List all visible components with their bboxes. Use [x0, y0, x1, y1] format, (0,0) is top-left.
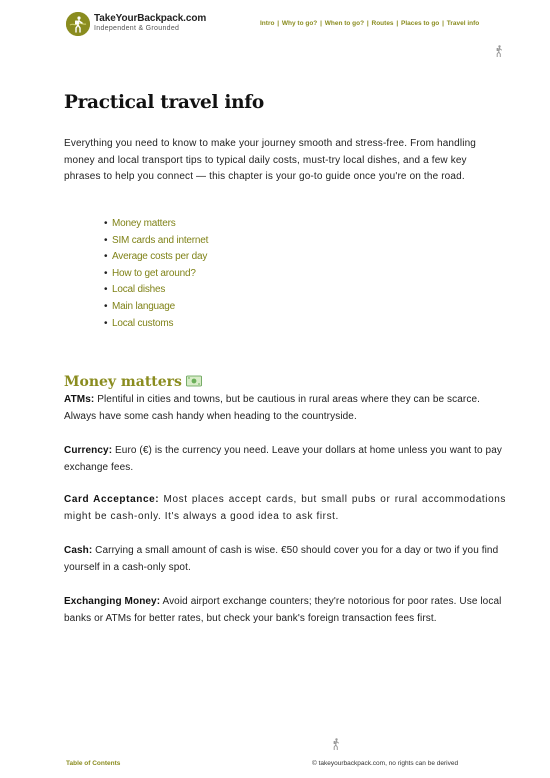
nav-separator: |: [440, 20, 444, 27]
nav-link-travel-info[interactable]: Travel info: [446, 20, 480, 27]
toc-link-average-costs[interactable]: Average costs per day: [112, 251, 208, 263]
brand-name[interactable]: TakeYourBackpack.com: [94, 13, 207, 24]
list-item: [104, 282, 208, 299]
nav-separator: |: [275, 20, 280, 27]
brand-tagline: Independent & Grounded: [94, 25, 180, 32]
nav-separator: |: [365, 20, 369, 27]
section-title-money-matters: [64, 374, 202, 390]
card-acceptance-paragraph: [64, 492, 506, 525]
hiker-icon: [331, 738, 341, 750]
page-header: [0, 0, 550, 46]
nav-link-places-to-go[interactable]: Places to go: [400, 20, 440, 27]
toc-link-get-around[interactable]: How to get around?: [112, 267, 196, 279]
toc-link-money-matters[interactable]: Money matters: [112, 218, 176, 229]
nav-link-why-to-go[interactable]: Why to go?: [281, 20, 318, 27]
toc-link-local-dishes[interactable]: Local dishes: [112, 284, 166, 296]
currency-text: Euro (€) is the currency you need. Leave your dollars at home unless you want to pay exchange fees.: [64, 445, 502, 473]
copyright-notice: © takeyourbackpack.com, no rights can be derived: [312, 760, 459, 767]
toc-link-local-customs[interactable]: Local customs: [112, 317, 174, 329]
currency-label: Currency:: [64, 445, 113, 456]
chapter-contents-list: [104, 216, 208, 332]
list-item: [104, 249, 208, 266]
list-item: [104, 233, 208, 250]
section-title-text: Money matters: [64, 374, 182, 390]
atms-text: Plentiful in cities and towns, but be cautious in rural areas where they can be scarce. Always have some cash handy when heading to the countryside.: [64, 394, 480, 422]
nav-link-routes[interactable]: Routes: [371, 20, 394, 27]
toc-link-sim-cards[interactable]: SIM cards and internet: [112, 234, 209, 246]
card-acceptance-text: Most places accept cards, but small pubs or rural accommodations might be cash-only. It's always a good idea to ask first.: [64, 494, 506, 522]
exchanging-money-label: Exchanging Money:: [64, 596, 161, 607]
currency-paragraph: [64, 443, 506, 476]
hiker-icon: [494, 45, 504, 57]
cash-paragraph: [64, 543, 506, 576]
exchanging-money-text: Avoid airport exchange counters; they're notorious for poor rates. Use local banks or ATMs for better rates, but check your bank's foreign transaction fees first.: [64, 596, 502, 624]
card-acceptance-label: Card Acceptance:: [64, 494, 160, 505]
money-banknote-icon: [186, 375, 202, 387]
exchanging-money-paragraph: [64, 594, 506, 627]
cash-text: Carrying a small amount of cash is wise. €50 should cover you for a day or two if you find yourself in a cash-only spot.: [64, 545, 499, 573]
logo-globe-hiker-icon[interactable]: [66, 12, 90, 36]
list-item: [104, 266, 208, 283]
list-item: [104, 299, 208, 316]
nav-link-intro[interactable]: Intro: [260, 20, 275, 27]
nav-separator: |: [394, 20, 399, 27]
table-of-contents-link[interactable]: Table of Contents: [66, 760, 121, 767]
cash-label: Cash:: [64, 545, 93, 556]
nav-link-when-to-go[interactable]: When to go?: [324, 20, 365, 27]
atms-label: ATMs:: [64, 394, 95, 405]
page-title: Practical travel info: [64, 92, 264, 113]
nav-separator: |: [318, 20, 322, 27]
list-item: [104, 216, 208, 233]
atms-paragraph: [64, 392, 506, 425]
intro-paragraph: Everything you need to know to make your journey smooth and stress-free. From handling money and local transport tips to typical daily costs, must-try local dishes, and a few key phrases to help you connect — this chapter is your go-to guide once you're on the road.: [64, 138, 476, 183]
list-item: [104, 316, 208, 333]
top-navigation: [260, 20, 479, 27]
toc-link-main-language[interactable]: Main language: [112, 300, 176, 312]
